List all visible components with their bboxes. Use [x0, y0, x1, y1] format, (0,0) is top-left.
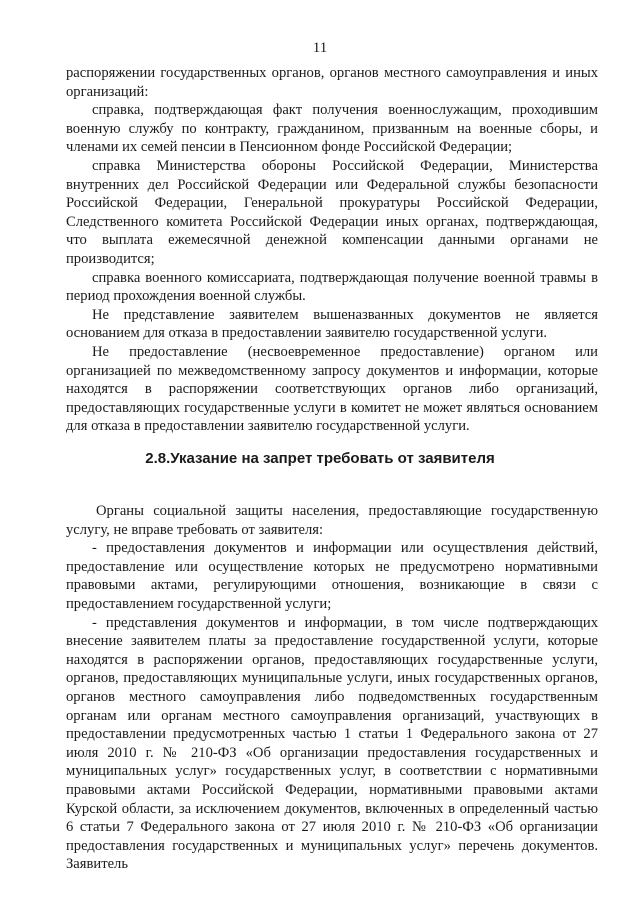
paragraph: - представления документов и информации, в том числе подтверждающих внесение заявителем платы за предоставление государственной услуги, которые находятся в распоряжении органов, предоставляющих государственные услуги, органов, предоставляющих муниципальные услуги, иных государственных органов, органов местного самоуправления либо подведомственных государственным органам или органам местного самоуправления организаций, участвующих в предоставлении предусмотренных частью 1 статьи 1 Федерального закона от 27 июля 2010 г. № 210-ФЗ «Об организации предоставления государственных и муниципальных услуг» государственных услуг, в соответствии с нормативными правовыми актами Российской Федерации, нормативными правовыми актами Курской области, за исключением документов, включенных в определенный частью 6 статьи 7 Федерального закона от 27 июля 2010 г. № 210-ФЗ «Об организации предоставления государственных и муниципальных услуг» перечень документов. Заявитель — [66, 614, 598, 873]
page-number: 11 — [312, 40, 328, 56]
paragraph: Органы социальной защиты населения, предоставляющие государственную услугу, не вправе требовать от заявителя: — [66, 503, 598, 538]
text-block-prohibitions — [66, 502, 598, 874]
paragraph: Не предоставление (несвоевременное предоставление) органом или организацией по межведомственному запросу документов и информации, которые находятся в распоряжении соответствующих органов либо организаций, предоставляющих государственные услуги в комитет не может являться основанием для отказа в предоставлении заявителю государственной услуги. — [66, 343, 598, 435]
paragraph: - предоставления документов и информации или осуществления действий, предоставление или осуществление которых не предусмотрено нормативными правовыми актами, регулирующими отношения, возникающие в связи с предоставлением государственной услуги; — [66, 540, 598, 612]
paragraph: справка военного комиссариата, подтверждающая получение военной травмы в период прохождения военной службы. — [66, 269, 598, 305]
section-heading: 2.8.Указание на запрет требовать от заявителя — [145, 450, 495, 467]
paragraph: справка, подтверждающая факт получения военнослужащим, проходившим военную службу по контракту, гражданином, призванным на военные сборы, и членами их семей пенсии в Пенсионном фонде Российской Федерации; — [66, 102, 598, 156]
paragraph: Не представление заявителем вышеназванных документов не является основанием для отказа в предоставлении заявителю государственной услуги. — [66, 306, 598, 342]
paragraph: справка Министерства обороны Российской Федерации, Министерства внутренних дел Российской Федерации или Федеральной службы безопасности Российской Федерации, Генеральной прокуратуры Российской Федерации, Следственного комитета Российской Федерации иных органах, подтверждающая, что выплата ежемесячной денежной компенсации данными органами не производится; — [66, 157, 598, 267]
paragraph: распоряжении государственных органов, органов местного самоуправления и иных организаций: — [66, 65, 598, 100]
text-block-documents — [66, 64, 598, 436]
